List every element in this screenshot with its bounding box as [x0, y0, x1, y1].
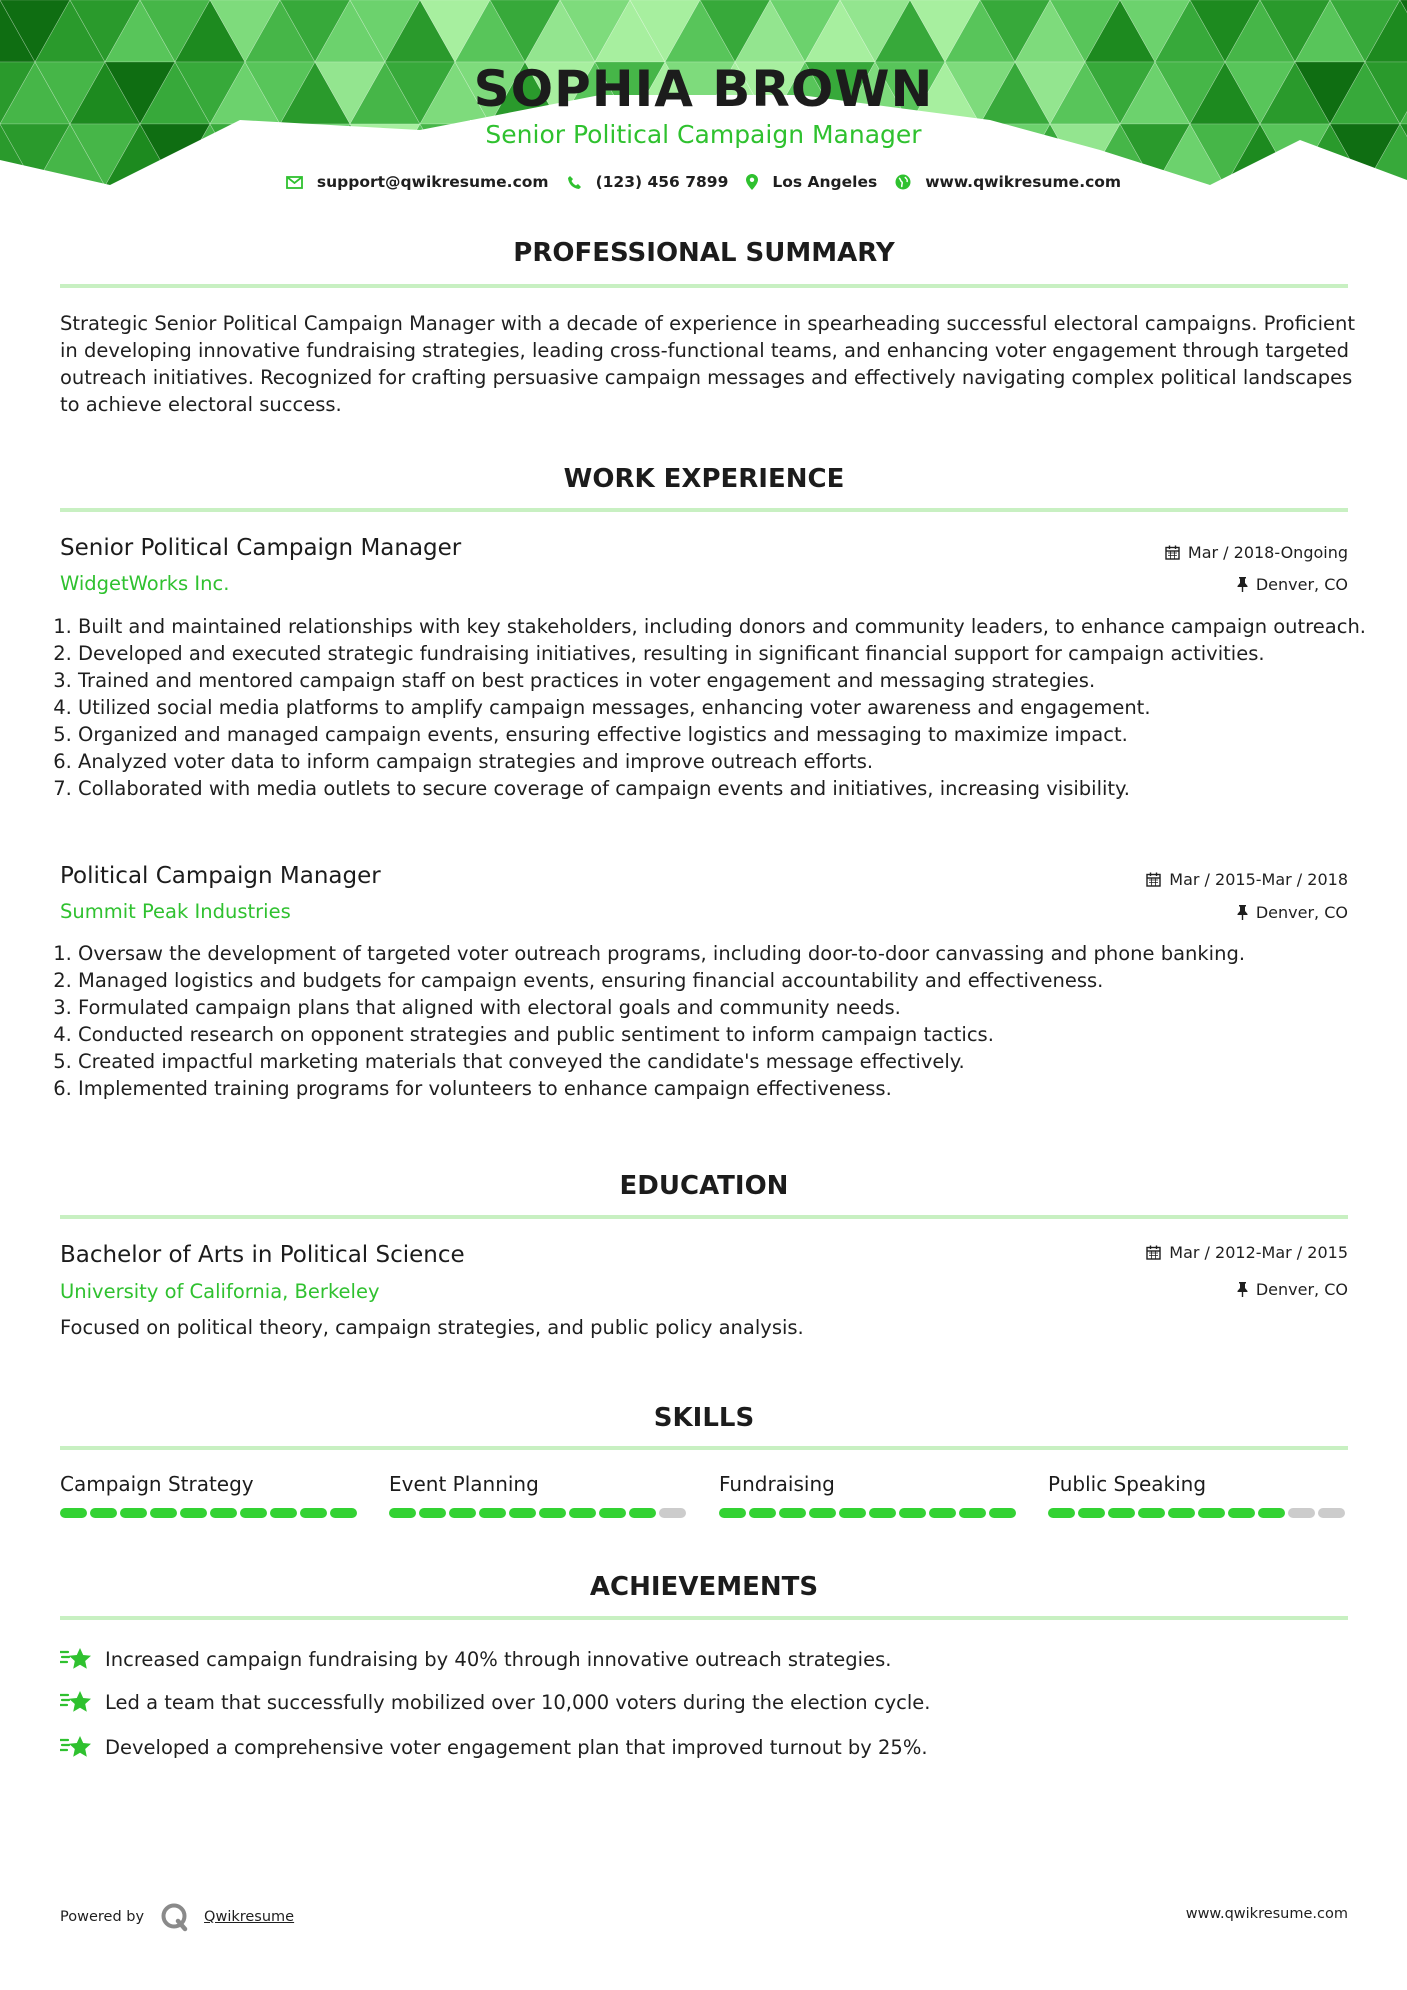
list-item: 4. Utilized social media platforms to amplify campaign messages, enhancing voter awareness and engagement.	[78, 694, 1378, 721]
skill-segment	[210, 1508, 237, 1518]
summary-heading: PROFESSIONAL SUMMARY	[513, 238, 895, 268]
experience-heading: WORK EXPERIENCE	[563, 464, 845, 494]
job-dates-2: Mar / 2015-Mar / 2018	[1146, 870, 1348, 889]
skill-name: Public Speaking	[1048, 1472, 1207, 1496]
skill-segment	[959, 1508, 986, 1518]
list-item: 3. Formulated campaign plans that aligned with electoral goals and community needs.	[78, 994, 1378, 1021]
skill-segment	[150, 1508, 177, 1518]
achievements-heading: ACHIEVEMENTS	[589, 1572, 819, 1602]
achievement-item: Led a team that successfully mobilized over 10,000 voters during the election cycle.	[60, 1688, 930, 1716]
skill-name: Event Planning	[389, 1472, 539, 1496]
job-location-2: Denver, CO	[1237, 903, 1348, 922]
contact-website[interactable]	[895, 173, 1121, 191]
job-bullets-1	[52, 613, 1378, 802]
skill-segment	[90, 1508, 117, 1518]
contact-phone[interactable]	[567, 173, 729, 191]
job-title-1: Senior Political Campaign Manager	[60, 535, 462, 561]
skill-name: Campaign Strategy	[60, 1472, 254, 1496]
list-item: 1. Oversaw the development of targeted voter outreach programs, including door-to-door canvassing and phone banking.	[78, 940, 1378, 967]
skill-segment	[989, 1508, 1016, 1518]
skill-segment	[899, 1508, 926, 1518]
skill-name: Fundraising	[719, 1472, 835, 1496]
calendar-icon	[1146, 872, 1161, 887]
candidate-title: Senior Political Campaign Manager	[485, 120, 922, 149]
powered-by-label: Powered by	[60, 1909, 145, 1925]
footer-powered-by	[60, 1902, 294, 1932]
contact-bar	[0, 173, 1407, 191]
skill-segment	[719, 1508, 746, 1518]
contact-website-text: www.qwikresume.com	[925, 173, 1122, 191]
education-heading: EDUCATION	[619, 1171, 789, 1201]
contact-email-text: support@qwikresume.com	[316, 173, 549, 191]
calendar-icon	[1165, 545, 1180, 560]
skill-segment	[569, 1508, 596, 1518]
school-name: University of California, Berkeley	[60, 1280, 380, 1303]
list-item: 1. Built and maintained relationships with key stakeholders, including donors and community leaders, to enhance campaign outreach.	[78, 613, 1378, 640]
map-pin-icon	[746, 174, 758, 190]
candidate-name: SOPHIA BROWN	[473, 60, 934, 118]
education-divider	[60, 1215, 1348, 1219]
skill-segment	[749, 1508, 776, 1518]
skill-segment	[1258, 1508, 1285, 1518]
envelope-icon	[286, 176, 303, 189]
shooting-star-icon	[60, 1733, 93, 1761]
skill-segment	[389, 1508, 416, 1518]
pushpin-icon	[1237, 1282, 1248, 1297]
summary-divider	[60, 284, 1348, 288]
list-item: 7. Collaborated with media outlets to secure coverage of campaign events and initiatives, increasing visibility.	[78, 775, 1378, 802]
shooting-star-icon	[60, 1688, 93, 1716]
skill-item	[389, 1472, 689, 1518]
skill-item	[60, 1472, 360, 1518]
pushpin-icon	[1237, 905, 1248, 920]
achievement-item: Developed a comprehensive voter engagement plan that improved turnout by 25%.	[60, 1733, 928, 1761]
list-item: 2. Developed and executed strategic fundraising initiatives, resulting in significant financial support for campaign activities.	[78, 640, 1378, 667]
job-location-1: Denver, CO	[1237, 575, 1348, 594]
skill-segment	[509, 1508, 536, 1518]
education-location: Denver, CO	[1237, 1280, 1348, 1299]
skill-segment	[809, 1508, 836, 1518]
skill-segment	[1138, 1508, 1165, 1518]
skill-level-bar	[389, 1508, 689, 1518]
skill-segment	[449, 1508, 476, 1518]
phone-icon	[567, 175, 582, 190]
list-item: 6. Analyzed voter data to inform campaign strategies and improve outreach efforts.	[78, 748, 1378, 775]
experience-divider	[60, 508, 1348, 512]
contact-email[interactable]	[286, 173, 549, 191]
degree-title: Bachelor of Arts in Political Science	[60, 1242, 465, 1268]
skill-segment	[1078, 1508, 1105, 1518]
qwikresume-link[interactable]: Qwikresume	[204, 1909, 295, 1925]
education-description: Focused on political theory, campaign strategies, and public policy analysis.	[60, 1316, 804, 1339]
shooting-star-icon	[60, 1645, 93, 1673]
list-item: 6. Implemented training programs for volunteers to enhance campaign effectiveness.	[78, 1075, 1378, 1102]
skill-segment	[599, 1508, 626, 1518]
skill-segment	[1228, 1508, 1255, 1518]
list-item: 5. Organized and managed campaign events, ensuring effective logistics and messaging to maximize impact.	[78, 721, 1378, 748]
achievement-item: Increased campaign fundraising by 40% through innovative outreach strategies.	[60, 1645, 891, 1673]
skill-segment	[839, 1508, 866, 1518]
skill-segment	[419, 1508, 446, 1518]
job-company-1: WidgetWorks Inc.	[60, 572, 230, 595]
job-bullets-2	[52, 940, 1378, 1102]
skill-segment	[1048, 1508, 1075, 1518]
footer-website[interactable]: www.qwikresume.com	[1185, 1906, 1348, 1922]
skill-segment	[240, 1508, 267, 1518]
skill-level-bar	[60, 1508, 360, 1518]
skill-segment	[1198, 1508, 1225, 1518]
skill-segment	[479, 1508, 506, 1518]
skills-divider	[60, 1446, 1348, 1450]
skill-segment	[60, 1508, 87, 1518]
skill-segment	[120, 1508, 147, 1518]
list-item: 3. Trained and mentored campaign staff on best practices in voter engagement and messaging strategies.	[78, 667, 1378, 694]
list-item: 5. Created impactful marketing materials that conveyed the candidate's message effectively.	[78, 1048, 1378, 1075]
list-item: 2. Managed logistics and budgets for campaign events, ensuring financial accountability and effectiveness.	[78, 967, 1378, 994]
skill-segment	[1108, 1508, 1135, 1518]
skill-level-bar	[719, 1508, 1019, 1518]
skills-heading: SKILLS	[653, 1403, 755, 1433]
achievements-divider	[60, 1616, 1348, 1620]
skill-segment	[1168, 1508, 1195, 1518]
skill-segment	[629, 1508, 656, 1518]
skill-item	[1048, 1472, 1348, 1518]
contact-phone-text: (123) 456 7899	[595, 173, 729, 191]
pushpin-icon	[1237, 577, 1248, 592]
skill-segment	[330, 1508, 357, 1518]
contact-location	[746, 173, 877, 191]
education-dates: Mar / 2012-Mar / 2015	[1146, 1243, 1348, 1262]
skill-segment	[659, 1508, 686, 1518]
globe-icon	[895, 174, 911, 190]
skill-segment	[1318, 1508, 1345, 1518]
skill-segment	[539, 1508, 566, 1518]
job-company-2: Summit Peak Industries	[60, 900, 291, 923]
skill-segment	[270, 1508, 297, 1518]
skill-segment	[1288, 1508, 1315, 1518]
skill-segment	[779, 1508, 806, 1518]
skill-segment	[300, 1508, 327, 1518]
skill-item	[719, 1472, 1019, 1518]
job-dates-1: Mar / 2018-Ongoing	[1165, 543, 1348, 562]
list-item: 4. Conducted research on opponent strategies and public sentiment to inform campaign tactics.	[78, 1021, 1378, 1048]
skill-segment	[929, 1508, 956, 1518]
skill-level-bar	[1048, 1508, 1348, 1518]
summary-text: Strategic Senior Political Campaign Manager with a decade of experience in spearheading successful electoral campaigns. Proficient in developing innovative fundraising strategies, leading cross-functional teams, and enhancing voter engagement through targeted outreach initiatives. Recognized for crafting persuasive campaign messages and effectively navigating complex political landscapes to achieve electoral success.	[60, 312, 1355, 416]
contact-location-text: Los Angeles	[772, 173, 878, 191]
skill-segment	[180, 1508, 207, 1518]
qwikresume-logo-icon	[160, 1902, 190, 1932]
calendar-icon	[1146, 1245, 1161, 1260]
skill-segment	[869, 1508, 896, 1518]
job-title-2: Political Campaign Manager	[60, 863, 381, 889]
